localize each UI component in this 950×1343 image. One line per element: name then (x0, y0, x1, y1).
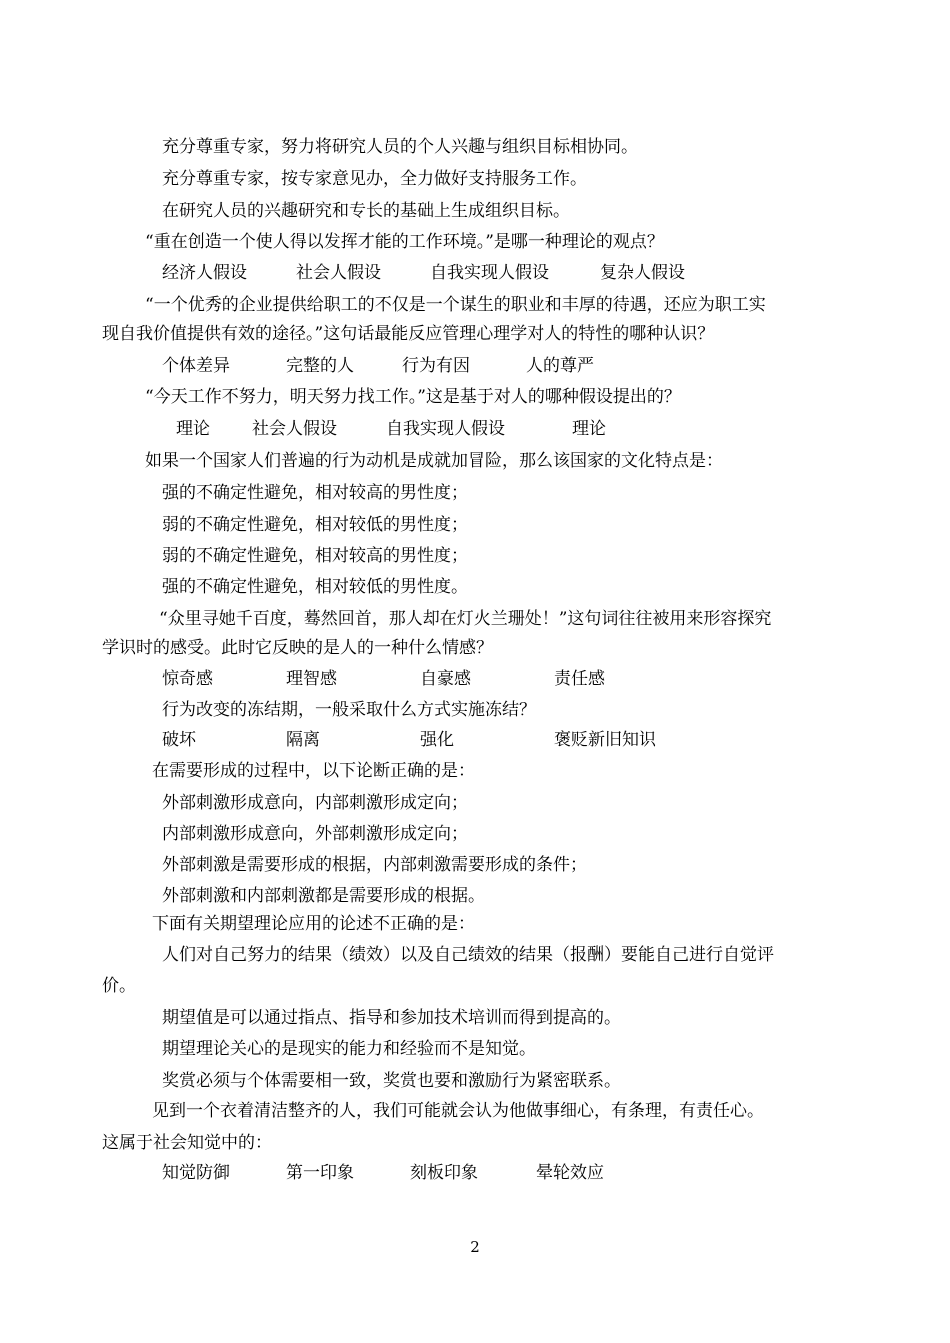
option-a: 破坏 (162, 730, 196, 750)
option-b: 第一印象 (286, 1163, 354, 1183)
option-a: 惊奇感 (162, 669, 213, 689)
text-line: 在研究人员的兴趣研究和专长的基础上生成组织目标。 (162, 201, 570, 221)
option-a: 个体差异 (162, 356, 230, 376)
text-line: 强的不确定性避免，相对较高的男性度； (162, 483, 468, 503)
text-line: 内部刺激形成意向，外部刺激形成定向； (162, 824, 468, 844)
option-b: 隔离 (286, 730, 320, 750)
option-b: 社会人假设 (252, 419, 337, 439)
option-c: 自豪感 (420, 669, 471, 689)
question-text: 如果一个国家人们普遍的行为动机是成就加冒险，那么该国家的文化特点是： (145, 451, 723, 471)
text-line: 外部刺激形成意向，内部刺激形成定向； (162, 793, 468, 813)
page-number: 2 (470, 1238, 480, 1256)
text-line: 期望理论关心的是现实的能力和经验而不是知觉。 (162, 1039, 536, 1059)
option-b: 社会人假设 (296, 263, 381, 283)
option-b: 完整的人 (286, 356, 354, 376)
option-b: 理智感 (286, 669, 337, 689)
option-d: 责任感 (554, 669, 605, 689)
question-text: 现自我价值提供有效的途径。”这句话最能反应管理心理学对人的特性的哪种认识？ (102, 324, 715, 344)
question-text: “众里寻她千百度，蓦然回首，那人却在灯火兰珊处！”这句词往往被用来形容探究 (159, 609, 772, 629)
option-a: 经济人假设 (162, 263, 247, 283)
option-d: 晕轮效应 (536, 1163, 604, 1183)
text-line: 外部刺激是需要形成的根据，内部刺激需要形成的条件； (162, 855, 587, 875)
option-d: 理论 (572, 419, 606, 439)
text-line: 期望值是可以通过指点、指导和参加技术培训而得到提高的。 (162, 1008, 621, 1028)
question-text: “重在创造一个使人得以发挥才能的工作环境。”是哪一种理论的观点？ (145, 232, 664, 252)
question-text: “一个优秀的企业提供给职工的不仅是一个谋生的职业和丰厚的待遇，还应为职工实 (145, 295, 766, 315)
text-line: 弱的不确定性避免，相对较低的男性度； (162, 515, 468, 535)
option-a: 知觉防御 (162, 1163, 230, 1183)
question-text: 这属于社会知觉中的： (102, 1133, 272, 1153)
text-line: 充分尊重专家，按专家意见办，全力做好支持服务工作。 (162, 169, 587, 189)
text-line: 人们对自己努力的结果（绩效）以及自己绩效的结果（报酬）要能自己进行自觉评 (162, 945, 774, 965)
question-text: “今天工作不努力，明天努力找工作。”这是基于对人的哪种假设提出的？ (145, 387, 681, 407)
text-line: 充分尊重专家，努力将研究人员的个人兴趣与组织目标相协同。 (162, 137, 638, 157)
option-c: 刻板印象 (410, 1163, 478, 1183)
option-a: 理论 (176, 419, 210, 439)
question-text: 学识时的感受。此时它反映的是人的一种什么情感？ (102, 638, 493, 658)
text-line: 强的不确定性避免，相对较低的男性度。 (162, 577, 468, 597)
option-c: 强化 (420, 730, 454, 750)
question-text: 在需要形成的过程中，以下论断正确的是： (152, 761, 475, 781)
text-line: 外部刺激和内部刺激都是需要形成的根据。 (162, 886, 485, 906)
option-c: 行为有因 (402, 356, 470, 376)
option-c: 自我实现人假设 (386, 419, 505, 439)
question-text: 见到一个衣着清洁整齐的人，我们可能就会认为他做事细心，有条理，有责任心。 (152, 1101, 764, 1121)
question-text: 下面有关期望理论应用的论述不正确的是： (152, 914, 475, 934)
option-d: 褒贬新旧知识 (554, 730, 656, 750)
option-c: 自我实现人假设 (430, 263, 549, 283)
text-line: 奖赏必须与个体需要相一致，奖赏也要和激励行为紧密联系。 (162, 1071, 621, 1091)
text-line: 价。 (102, 976, 136, 996)
option-d: 复杂人假设 (600, 263, 685, 283)
question-text: 行为改变的冻结期，一般采取什么方式实施冻结？ (162, 700, 536, 720)
text-line: 弱的不确定性避免，相对较高的男性度； (162, 546, 468, 566)
option-d: 人的尊严 (526, 356, 594, 376)
